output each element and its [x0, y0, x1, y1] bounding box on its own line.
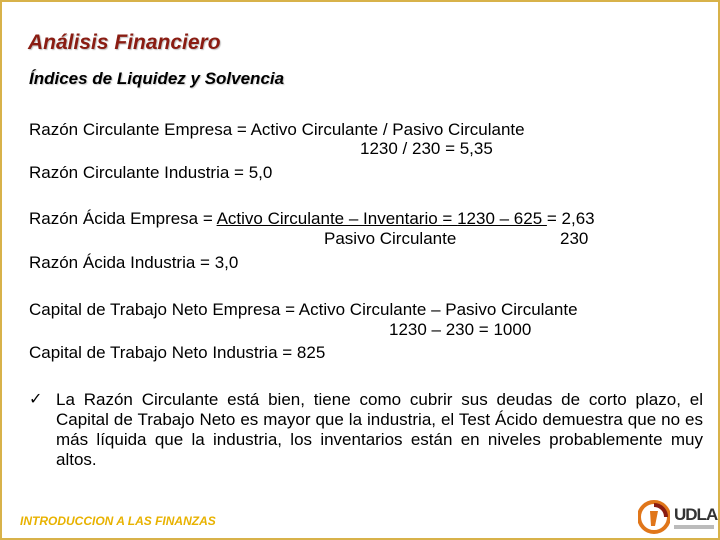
- net-working-capital-calc: 1230 – 230 = 1000: [389, 320, 532, 339]
- acid-ratio-formula-numerator: Activo Circulante – Inventario: [216, 209, 443, 228]
- conclusion-text: La Razón Circulante está bien, tiene como cubrir sus deudas de corto plazo, el Capital de Trabajo Neto es mayor que la industria, el Test Ácido demuestra que no es más líquida que la industria, los inventarios están en niveles probablemente muy altos.: [56, 390, 703, 469]
- net-working-capital-industry: Capital de Trabajo Neto Industria = 825: [29, 343, 326, 362]
- university-logo: [634, 496, 718, 538]
- logo-mark-icon: [638, 500, 670, 534]
- current-ratio-calc: 1230 / 230 = 5,35: [360, 139, 493, 158]
- current-ratio-industry: Razón Circulante Industria = 5,0: [29, 163, 273, 182]
- acid-ratio-value-numerator: 1230 – 625: [457, 209, 547, 228]
- checkmark-icon: ✓: [29, 391, 43, 408]
- acid-ratio-formula-denominator: Pasivo Circulante: [324, 229, 457, 248]
- slide-title: Análisis Financiero: [28, 31, 221, 54]
- current-ratio-company: Razón Circulante Empresa = Activo Circulante / Pasivo Circulante: [29, 120, 525, 139]
- logo-text: UDLA: [674, 505, 718, 524]
- acid-ratio-equals: =: [442, 209, 458, 228]
- acid-ratio-value-denominator: 230: [560, 229, 589, 248]
- slide-subtitle: Índices de Liquidez y Solvencia: [29, 69, 285, 88]
- acid-ratio-result: = 2,63: [546, 209, 595, 228]
- acid-ratio-company: [29, 209, 595, 229]
- acid-ratio-prefix: Razón Ácida Empresa =: [29, 209, 217, 228]
- footer-course-title: INTRODUCCION A LAS FINANZAS: [20, 514, 216, 528]
- logo-tagline-bar: [674, 525, 714, 529]
- conclusion-bullet: [29, 390, 709, 470]
- net-working-capital-company: Capital de Trabajo Neto Empresa = Activo Circulante – Pasivo Circulante: [29, 300, 578, 319]
- acid-ratio-industry: Razón Ácida Industria = 3,0: [29, 253, 239, 272]
